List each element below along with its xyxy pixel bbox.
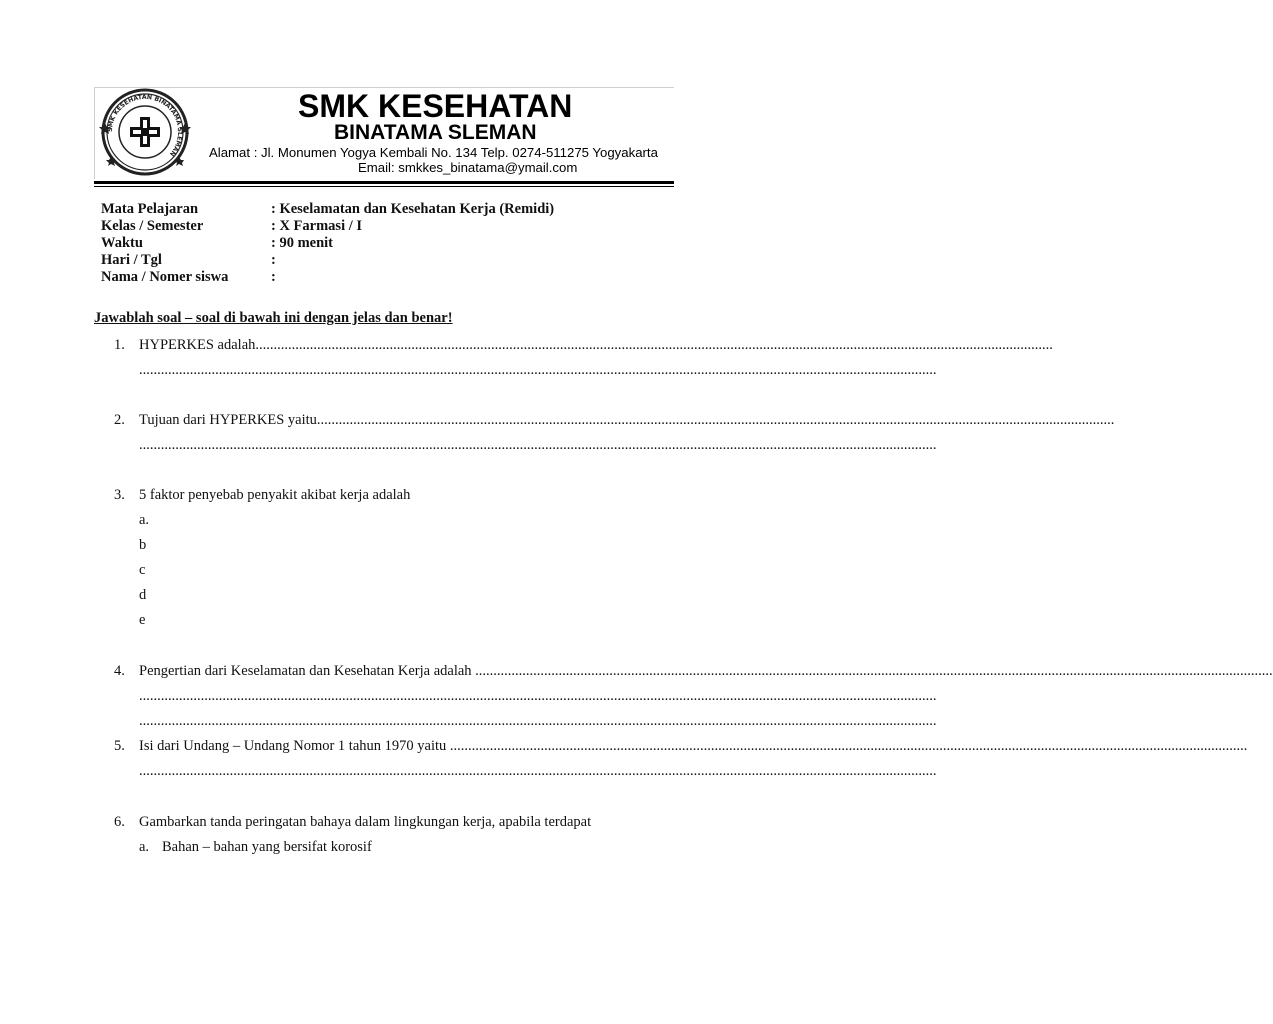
- identity-label: Mata Pelajaran: [101, 201, 199, 217]
- identity-value: :: [271, 269, 276, 285]
- school-name: SMK KESEHATAN: [298, 88, 573, 124]
- question-text: Tujuan dari HYPERKES yaitu: [139, 412, 317, 428]
- identity-value: : X Farmasi / I: [271, 218, 363, 234]
- answer-dots: ............................................................................................................................................................................................................................: [139, 688, 937, 704]
- option-label: e: [139, 612, 146, 628]
- question-line: [139, 737, 1248, 755]
- question-number: 4.: [114, 663, 125, 679]
- question-number: 5.: [114, 738, 125, 754]
- sub-item-text: Bahan – bahan yang bersifat korosif: [162, 839, 372, 855]
- identity-label: Hari / Tgl: [101, 252, 162, 268]
- question-line: [139, 662, 1273, 680]
- answer-line[interactable]: [139, 762, 937, 780]
- sub-item-number: a.: [139, 839, 150, 855]
- answer-dots: ............................................................................................................................................................................................................................: [316, 412, 1115, 428]
- option-label: d: [139, 587, 147, 603]
- answer-dots: ............................................................................................................................................................................................................................: [255, 337, 1053, 353]
- identity-label: Nama / Nomer siswa: [101, 269, 229, 285]
- option-label: a.: [139, 512, 150, 528]
- identity-value: : 90 menit: [271, 235, 334, 251]
- answer-dots: ............................................................................................................................................................................................................................: [139, 437, 937, 453]
- question-text: 5 faktor penyebab penyakit akibat kerja adalah: [139, 487, 411, 503]
- question-text: HYPERKES adalah: [139, 337, 256, 353]
- answer-line[interactable]: [139, 436, 937, 454]
- identity-value: :: [271, 252, 276, 268]
- answer-dots: ............................................................................................................................................................................................................................: [139, 713, 937, 729]
- letterhead-left-border: [94, 87, 95, 179]
- question-line: [139, 336, 1053, 354]
- letterhead-rule-thin: [94, 186, 674, 187]
- question-number: 2.: [114, 412, 125, 428]
- question-number: 1.: [114, 337, 125, 353]
- school-branch: BINATAMA SLEMAN: [334, 121, 537, 144]
- answer-dots: ............................................................................................................................................................................................................................: [139, 763, 937, 779]
- identity-value: : Keselamatan dan Kesehatan Kerja (Remidi): [271, 201, 555, 217]
- identity-label: Waktu: [101, 235, 143, 251]
- red-cross-seal-icon: [97, 87, 193, 177]
- instruction-text: Jawablah soal – soal di bawah ini dengan jelas dan benar!: [94, 310, 453, 326]
- answer-dots: ............................................................................................................................................................................................................................: [475, 663, 1273, 679]
- logo-ring-text: SMK KESEHATAN BINATAMA SLEMAN: [106, 93, 184, 158]
- question-text: Pengertian dari Keselamatan dan Kesehatan Kerja adalah: [139, 663, 476, 679]
- letterhead-rule-thick: [94, 181, 674, 184]
- school-logo: [97, 87, 193, 177]
- identity-label: Kelas / Semester: [101, 218, 204, 234]
- answer-dots: ............................................................................................................................................................................................................................: [449, 738, 1248, 754]
- question-line: [139, 411, 1115, 429]
- answer-line[interactable]: [139, 687, 937, 705]
- option-label: b: [139, 537, 147, 553]
- question-text: Isi dari Undang – Undang Nomor 1 tahun 1970 yaitu: [139, 738, 450, 754]
- school-address: Alamat : Jl. Monumen Yogya Kembali No. 134 Telp. 0274-511275 Yogyakarta: [209, 145, 658, 160]
- question-number: 6.: [114, 814, 125, 830]
- answer-dots: ............................................................................................................................................................................................................................: [139, 362, 937, 378]
- answer-line[interactable]: [139, 712, 937, 730]
- school-email: Email: smkkes_binatama@ymail.com: [358, 160, 578, 175]
- option-label: c: [139, 562, 146, 578]
- question-text: Gambarkan tanda peringatan bahaya dalam lingkungan kerja, apabila terdapat: [139, 814, 592, 830]
- question-number: 3.: [114, 487, 125, 503]
- answer-line[interactable]: [139, 361, 937, 379]
